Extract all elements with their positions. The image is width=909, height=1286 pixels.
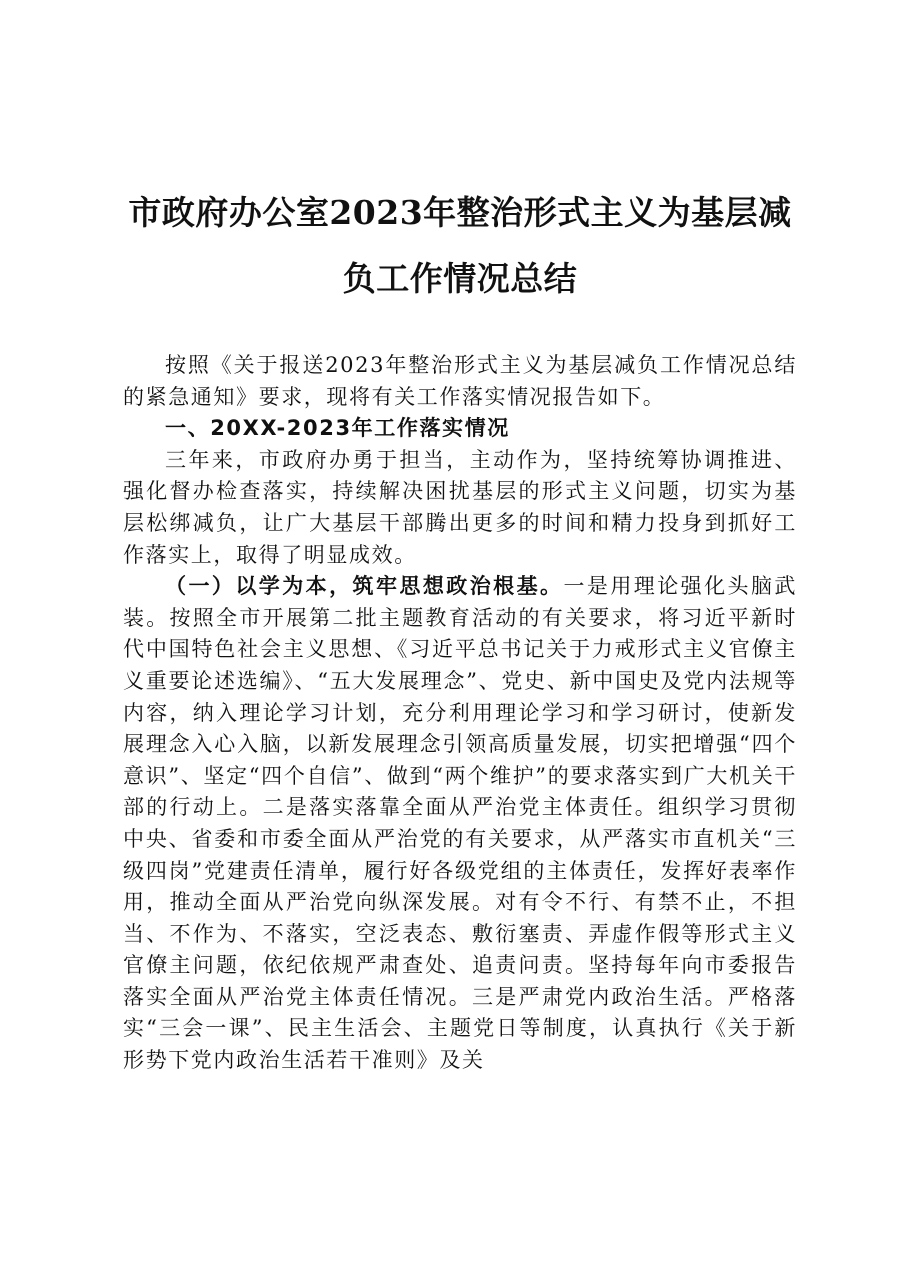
- subsection-body: 一是用理论强化头脑武装。按照全市开展第二批主题教育活动的有关要求，将习近平新时代中国特色社会主义思想、《习近平总书记关于力戒形式主义官僚主义重要论述选编》、“五大发展理念”、党史、新中国史及党内法规等内容，纳入理论学习计划，充分利用理论学习和学习研讨，使新发展理念入心入脑，以新发展理念引领高质量发展，切实把增强“四个意识”、坚定“四个自信”、做到“两个维护”的要求落实到广大机关干部的行动上。二是落实落靠全面从严治党主体责任。组织学习贯彻中央、省委和市委全面从严治党的有关要求，从严落实市直机关“三级四岗”党建责任清单，履行好各级党组的主体责任，发挥好表率作用，推动全面从严治党向纵深发展。对有令不行、有禁不止，不担当、不作为、不落实，空泛表态、敷衍塞责、弄虚作假等形式主义官僚主问题，依纪依规严肃查处、追责问责。坚持每年向市委报告落实全面从严治党主体责任情况。三是严肃党内政治生活。严格落实“三会一课”、民主生活会、主题党日等制度，认真执行《关于新形势下党内政治生活若干准则》及关: [123, 574, 797, 1073]
- section-paragraph: 三年来，市政府办勇于担当，主动作为，坚持统筹协调推进、强化督办检查落实，持续解决困扰基层的形式主义问题，切实为基层松绑减负，让广大基层干部腾出更多的时间和精力投身到抓好工作落实上，取得了明显成效。: [123, 447, 797, 567]
- section-heading: 一、20XX-2023年工作落实情况: [165, 416, 510, 441]
- subsection-lead: （一）以学为本，筑牢思想政治根基。: [165, 574, 564, 599]
- document-body: [123, 350, 797, 1077]
- intro-paragraph: 按照《关于报送2023年整治形式主义为基层减负工作情况总结的紧急通知》要求，现将有关工作落实情况报告如下。: [123, 353, 797, 409]
- title-line-2: 负工作情况总结: [342, 259, 578, 298]
- subsection-paragraph: [123, 571, 797, 1077]
- title-line-1: 市政府办公室2023年整治形式主义为基层减: [128, 193, 792, 232]
- document-title: [110, 180, 810, 312]
